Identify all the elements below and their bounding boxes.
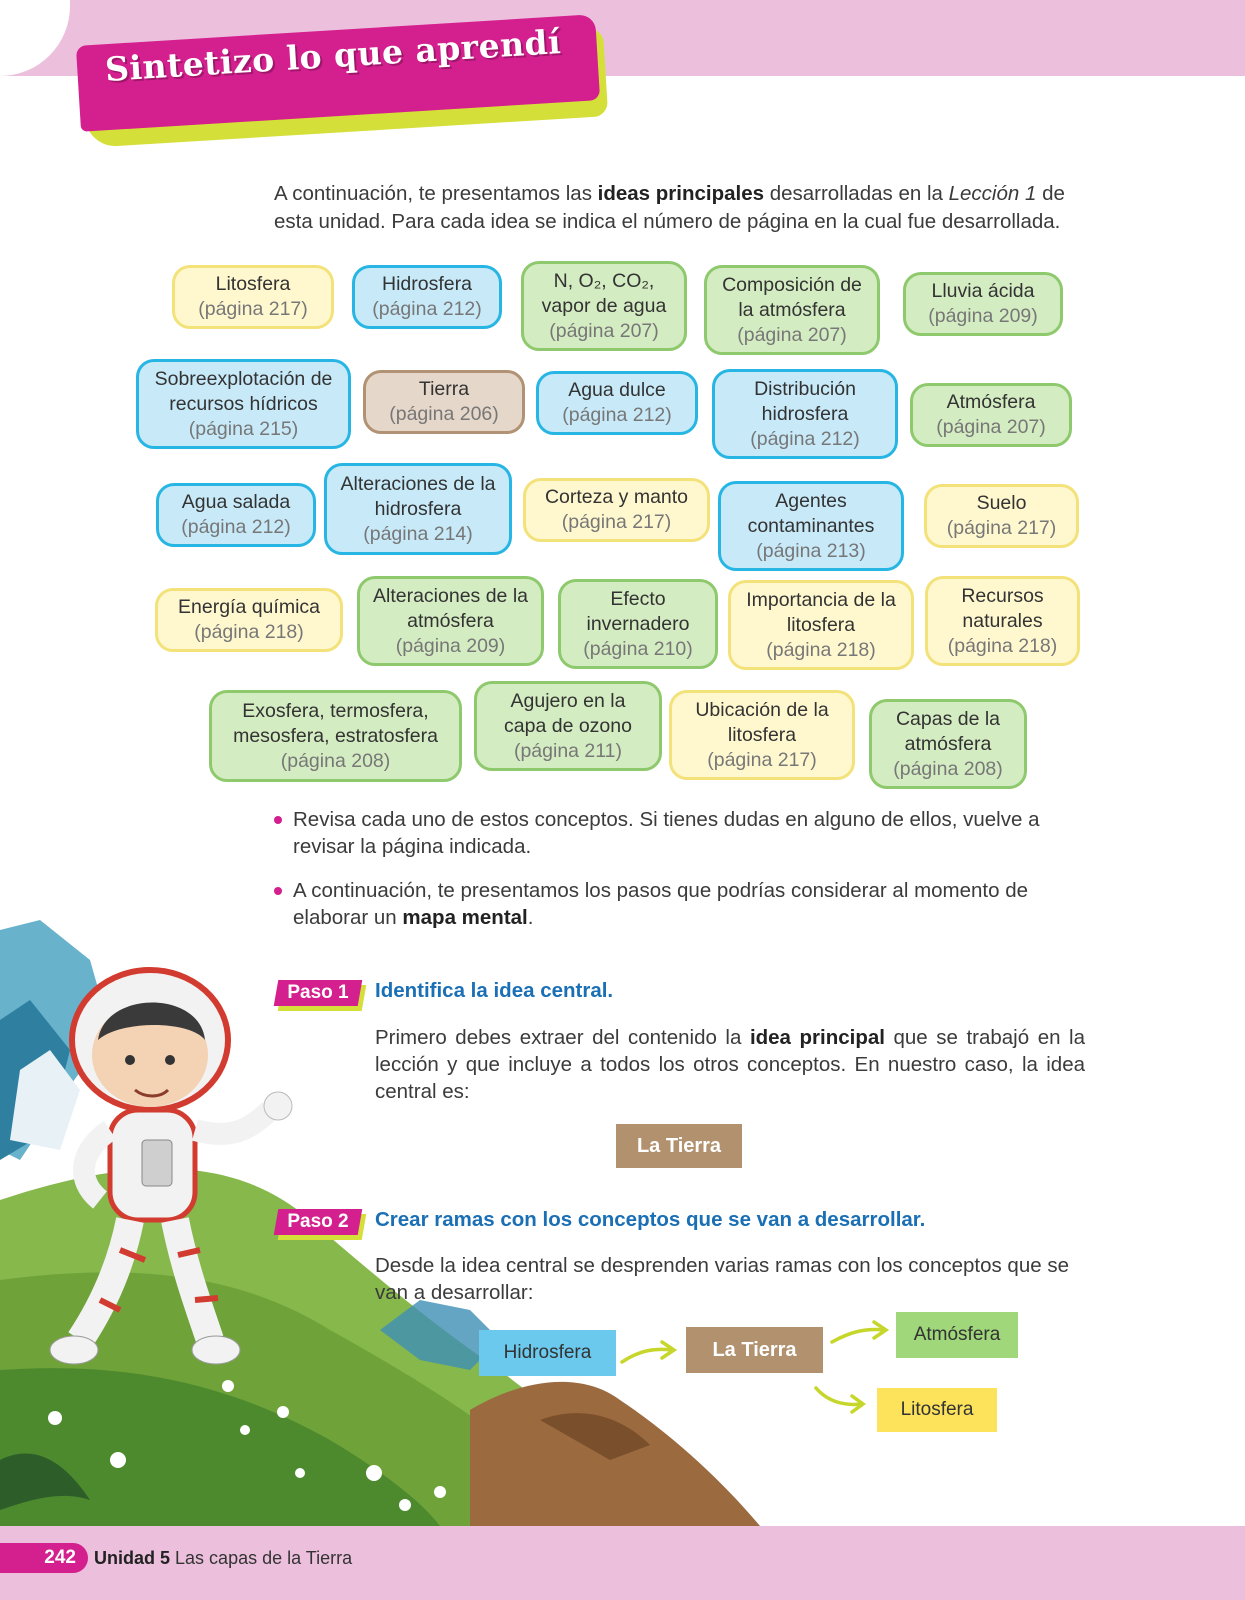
page-number: 242 bbox=[0, 1543, 88, 1573]
concept-label: Exosfera, termosfera, mesosfera, estratosfera bbox=[233, 699, 438, 747]
bullet-bold: mapa mental bbox=[402, 906, 528, 929]
bullet-text: Revisa cada uno de estos conceptos. Si tienes dudas en alguno de ellos, vuelve a revisar la página indicada. bbox=[293, 808, 1040, 858]
bullet-end: . bbox=[527, 906, 534, 929]
concept-page: (página 208) bbox=[893, 757, 1003, 780]
concept-page: (página 212) bbox=[372, 298, 482, 320]
concept-label: Suelo bbox=[976, 492, 1027, 514]
concept-page: (página 206) bbox=[389, 403, 499, 425]
branch-hidrosfera: Hidrosfera bbox=[479, 1330, 616, 1376]
bullet-text: A continuación, te presentamos los pasos que podrías considerar al momento de elaborar un bbox=[293, 879, 1029, 929]
paso2-badge bbox=[276, 1209, 364, 1237]
concept-label: Hidrosfera bbox=[382, 273, 472, 295]
branch-litosfera: Litosfera bbox=[877, 1388, 997, 1432]
concept-page: (página 217) bbox=[707, 748, 817, 771]
paso1-text-2: que se trabajó en la lección y que incluye a todos los otros conceptos. En nuestro caso, la idea central es: bbox=[375, 1026, 1085, 1103]
concept-label: Lluvia ácida bbox=[931, 280, 1035, 302]
bullet-dot bbox=[274, 887, 282, 895]
concept-label: Distribución hidrosfera bbox=[754, 377, 856, 425]
concept-label: Efecto invernadero bbox=[586, 587, 690, 635]
concept-page: (página 207) bbox=[737, 323, 847, 346]
concept-page: (página 214) bbox=[363, 522, 473, 545]
concept-label: Agua dulce bbox=[568, 379, 666, 401]
concept-page: (página 212) bbox=[181, 516, 291, 538]
concept-page: (página 211) bbox=[513, 739, 623, 762]
concept-chip bbox=[352, 265, 502, 329]
concept-page: (página 217) bbox=[946, 517, 1057, 539]
concept-page: (página 217) bbox=[198, 298, 308, 320]
concept-chip bbox=[521, 261, 687, 351]
branch-center: La Tierra bbox=[686, 1327, 823, 1373]
concept-page: (página 213) bbox=[756, 539, 866, 562]
paso1-text bbox=[375, 1024, 1085, 1105]
paso2-badge-label: Paso 2 bbox=[287, 1211, 349, 1232]
concept-label: Agua salada bbox=[181, 491, 291, 513]
concept-label: Ubicación de la litosfera bbox=[695, 698, 829, 746]
concept-chip bbox=[155, 588, 343, 652]
concept-chip bbox=[523, 478, 710, 542]
concept-label: Energía química bbox=[178, 596, 320, 618]
instructions-list bbox=[274, 806, 1086, 948]
concept-page: (página 218) bbox=[947, 634, 1058, 657]
concept-chip bbox=[474, 681, 662, 771]
concept-chip bbox=[869, 699, 1027, 789]
paso1-badge bbox=[276, 980, 364, 1008]
branch-atmosfera: Atmósfera bbox=[896, 1312, 1018, 1358]
concept-chip bbox=[536, 371, 698, 435]
concept-chip bbox=[712, 369, 898, 459]
concept-label: N, O₂, CO₂, vapor de agua bbox=[541, 269, 667, 317]
concept-label: Litosfera bbox=[215, 273, 291, 295]
paso2-text-body: Desde la idea central se desprenden varias ramas con los conceptos que se van a desarrollar: bbox=[375, 1254, 1069, 1304]
concept-chip bbox=[924, 484, 1079, 548]
concept-label: Composición de la atmósfera bbox=[722, 273, 862, 321]
concept-chip bbox=[324, 463, 512, 555]
paso2-title: Crear ramas con los conceptos que se van a desarrollar. bbox=[375, 1208, 926, 1231]
concept-chip bbox=[728, 580, 914, 670]
central-idea-tag: La Tierra bbox=[616, 1124, 742, 1168]
concept-page: (página 207) bbox=[936, 416, 1046, 438]
concept-page: (página 210) bbox=[583, 637, 693, 660]
concept-label: Capas de la atmósfera bbox=[895, 707, 1001, 755]
concept-chip bbox=[156, 483, 316, 547]
concept-label: Atmósfera bbox=[946, 391, 1036, 413]
paso1-text-1: Primero debes extraer del contenido la bbox=[375, 1026, 750, 1049]
intro-bold: ideas principales bbox=[597, 182, 764, 205]
concept-label: Tierra bbox=[418, 378, 470, 400]
intro-paragraph bbox=[274, 180, 1086, 236]
concept-page: (página 212) bbox=[562, 404, 672, 426]
concept-label: Agujero en la capa de ozono bbox=[504, 689, 632, 737]
concept-label: Alteraciones de la hidrosfera bbox=[340, 472, 496, 520]
concept-chip bbox=[172, 265, 334, 329]
paso1-bold: idea principal bbox=[749, 1026, 885, 1049]
paso1-title: Identifica la idea central. bbox=[375, 979, 614, 1002]
concept-label: Importancia de la litosfera bbox=[746, 588, 896, 636]
concept-chip bbox=[718, 481, 904, 571]
concept-chip bbox=[669, 690, 855, 780]
concept-page: (página 215) bbox=[188, 417, 299, 440]
concept-chip bbox=[704, 265, 880, 355]
concept-page: (página 218) bbox=[766, 638, 876, 661]
footer-unit-title: Las capas de la Tierra bbox=[175, 1548, 353, 1568]
concept-chip bbox=[925, 576, 1080, 666]
concept-page: (página 209) bbox=[928, 305, 1038, 327]
concept-page: (página 218) bbox=[194, 621, 304, 643]
concept-chip bbox=[136, 359, 351, 449]
bullet-item bbox=[274, 806, 1086, 860]
intro-text-2: desarrolladas en la bbox=[764, 182, 949, 205]
concept-page: (página 207) bbox=[549, 319, 659, 342]
intro-italic: Lección 1 bbox=[948, 182, 1037, 205]
paso2-text bbox=[375, 1252, 1085, 1306]
concept-chip bbox=[357, 576, 544, 666]
concept-label: Sobreexplotación de recursos hídricos bbox=[154, 367, 333, 415]
concept-page: (página 217) bbox=[561, 511, 672, 533]
intro-text-1: A continuación, te presentamos las bbox=[274, 182, 598, 205]
footer-unit-label: Unidad 5 bbox=[94, 1548, 171, 1568]
concept-page: (página 208) bbox=[280, 749, 391, 772]
intro-text-3: de esta unidad. Para cada idea se indica el número de página en la cual fue desarrollada. bbox=[274, 182, 1065, 233]
concept-label: Agentes contaminantes bbox=[747, 489, 875, 537]
footer-unit bbox=[94, 1548, 352, 1569]
concept-page: (página 212) bbox=[750, 427, 860, 450]
page-title: Sintetizo lo que aprendí bbox=[104, 22, 563, 89]
concept-page: (página 209) bbox=[395, 634, 506, 657]
concept-chip bbox=[558, 579, 718, 669]
concept-label: Corteza y manto bbox=[544, 486, 689, 508]
concept-chip bbox=[363, 370, 525, 434]
bullet-dot bbox=[274, 816, 282, 824]
concept-chip bbox=[910, 383, 1072, 447]
paso1-badge-label: Paso 1 bbox=[287, 982, 349, 1003]
concept-chip bbox=[903, 272, 1063, 336]
concept-chip bbox=[209, 690, 462, 782]
concept-label: Alteraciones de la atmósfera bbox=[372, 584, 528, 632]
bullet-item bbox=[274, 877, 1086, 931]
concept-label: Recursos naturales bbox=[961, 584, 1044, 632]
